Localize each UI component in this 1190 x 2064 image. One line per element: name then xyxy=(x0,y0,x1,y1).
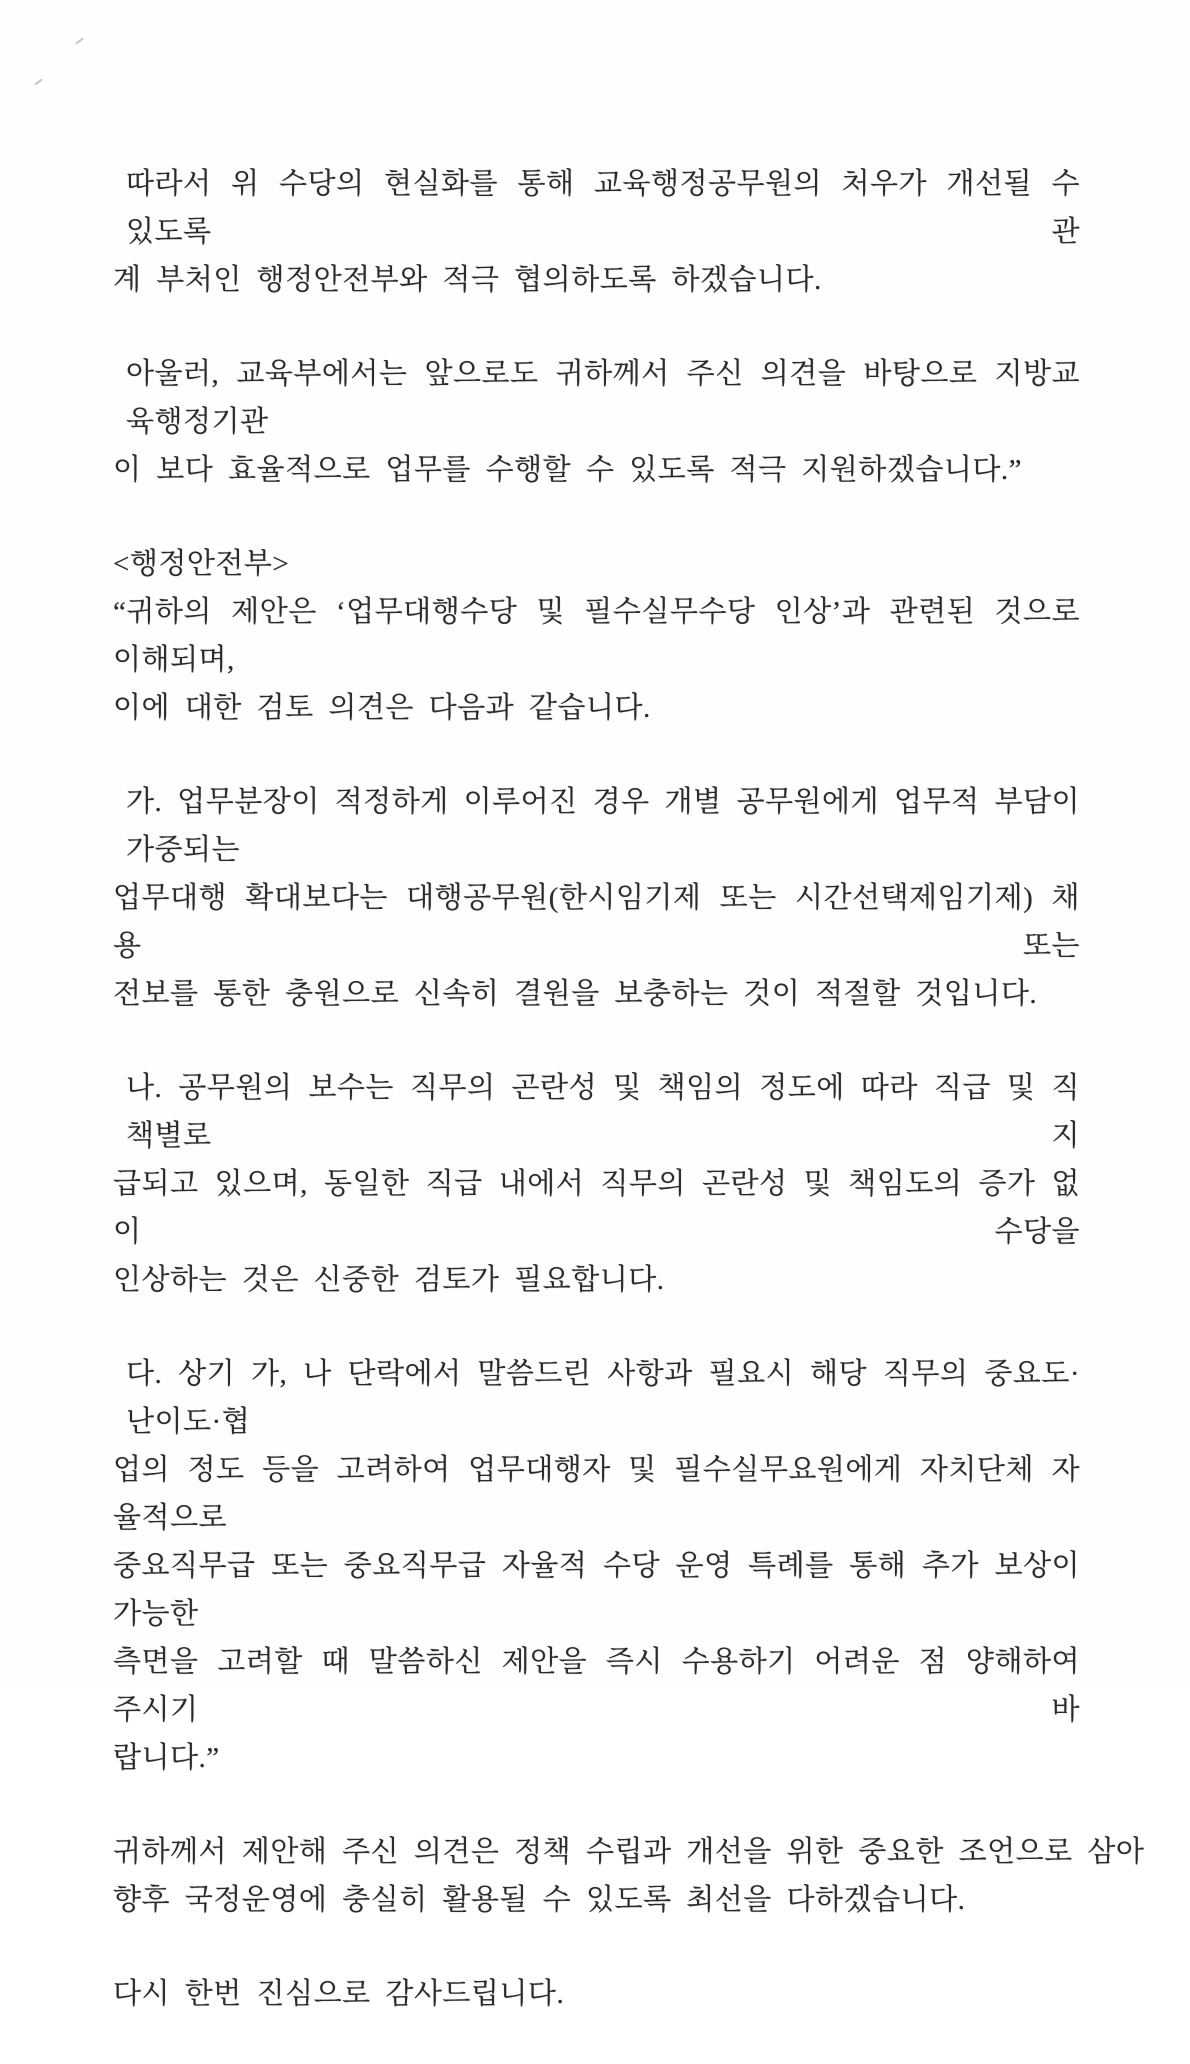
text-line: 업무대행 확대보다는 대행공무원(한시임기제 또는 시간선택제임기제) 채용 또는 xyxy=(113,882,1080,962)
scan-artifact-mark xyxy=(34,79,43,86)
text-line: 이에 대한 검토 의견은 다음과 같습니다. xyxy=(113,692,651,724)
text-line: “귀하의 제안은 ‘업무대행수당 및 필수실무수당 인상’과 관련된 것으로 이해되며, xyxy=(113,596,1080,676)
text-line: 업의 정도 등을 고려하여 업무대행자 및 필수실무요원에게 자치단체 자율적으로 xyxy=(113,1454,1080,1534)
paragraph xyxy=(113,778,1080,1018)
paragraph xyxy=(113,350,1080,494)
document-body xyxy=(113,160,1145,2064)
paragraph xyxy=(113,1350,1080,1782)
text-line: 이 보다 효율적으로 업무를 수행할 수 있도록 적극 지원하겠습니다.” xyxy=(113,454,1023,486)
text-line: 나. 공무원의 보수는 직무의 곤란성 및 책임의 정도에 따라 직급 및 직책별로 지 xyxy=(126,1072,1080,1152)
text-line: 계 부처인 행정안전부와 적극 협의하도록 하겠습니다. xyxy=(113,264,822,296)
text-line: 다. 상기 가, 나 단락에서 말씀드린 사항과 필요시 해당 직무의 중요도·난이도·협 xyxy=(126,1358,1080,1438)
paragraph xyxy=(113,1970,1080,2018)
paragraph xyxy=(113,1828,1145,1924)
text-line: 측면을 고려할 때 말씀하신 제안을 즉시 수용하기 어려운 점 양해하여 주시기 바 xyxy=(113,1646,1080,1726)
paragraph xyxy=(113,160,1080,304)
paragraph xyxy=(113,1064,1080,1304)
text-line: 중요직무급 또는 중요직무급 자율적 수당 운영 특례를 통해 추가 보상이 가능한 xyxy=(113,1550,1080,1630)
text-line: 다시 한번 진심으로 감사드립니다. xyxy=(113,1978,565,2010)
text-line: 급되고 있으며, 동일한 직급 내에서 직무의 곤란성 및 책임도의 증가 없이 수당을 xyxy=(113,1168,1080,1248)
text-line: 랍니다.” xyxy=(113,1742,220,1774)
text-line: 전보를 통한 충원으로 신속히 결원을 보충하는 것이 적절할 것입니다. xyxy=(113,978,1038,1010)
text-line: 아울러, 교육부에서는 앞으로도 귀하께서 주신 의견을 바탕으로 지방교육행정기관 xyxy=(126,358,1080,438)
scan-artifact-mark xyxy=(75,38,84,45)
paragraph xyxy=(113,540,1080,732)
text-line: 인상하는 것은 신중한 검토가 필요합니다. xyxy=(113,1264,665,1296)
text-line: 가. 업무분장이 적정하게 이루어진 경우 개별 공무원에게 업무적 부담이 가중되는 xyxy=(126,786,1080,866)
text-line: 향후 국정운영에 충실히 활용될 수 있도록 최선을 다하겠습니다. xyxy=(113,1884,966,1916)
text-line: 따라서 위 수당의 현실화를 통해 교육행정공무원의 처우가 개선될 수 있도록 관 xyxy=(126,168,1080,248)
text-line: 귀하께서 제안해 주신 의견은 정책 수립과 개선을 위한 중요한 조언으로 삼아 xyxy=(113,1836,1145,1868)
text-line: <행정안전부> xyxy=(113,548,290,580)
